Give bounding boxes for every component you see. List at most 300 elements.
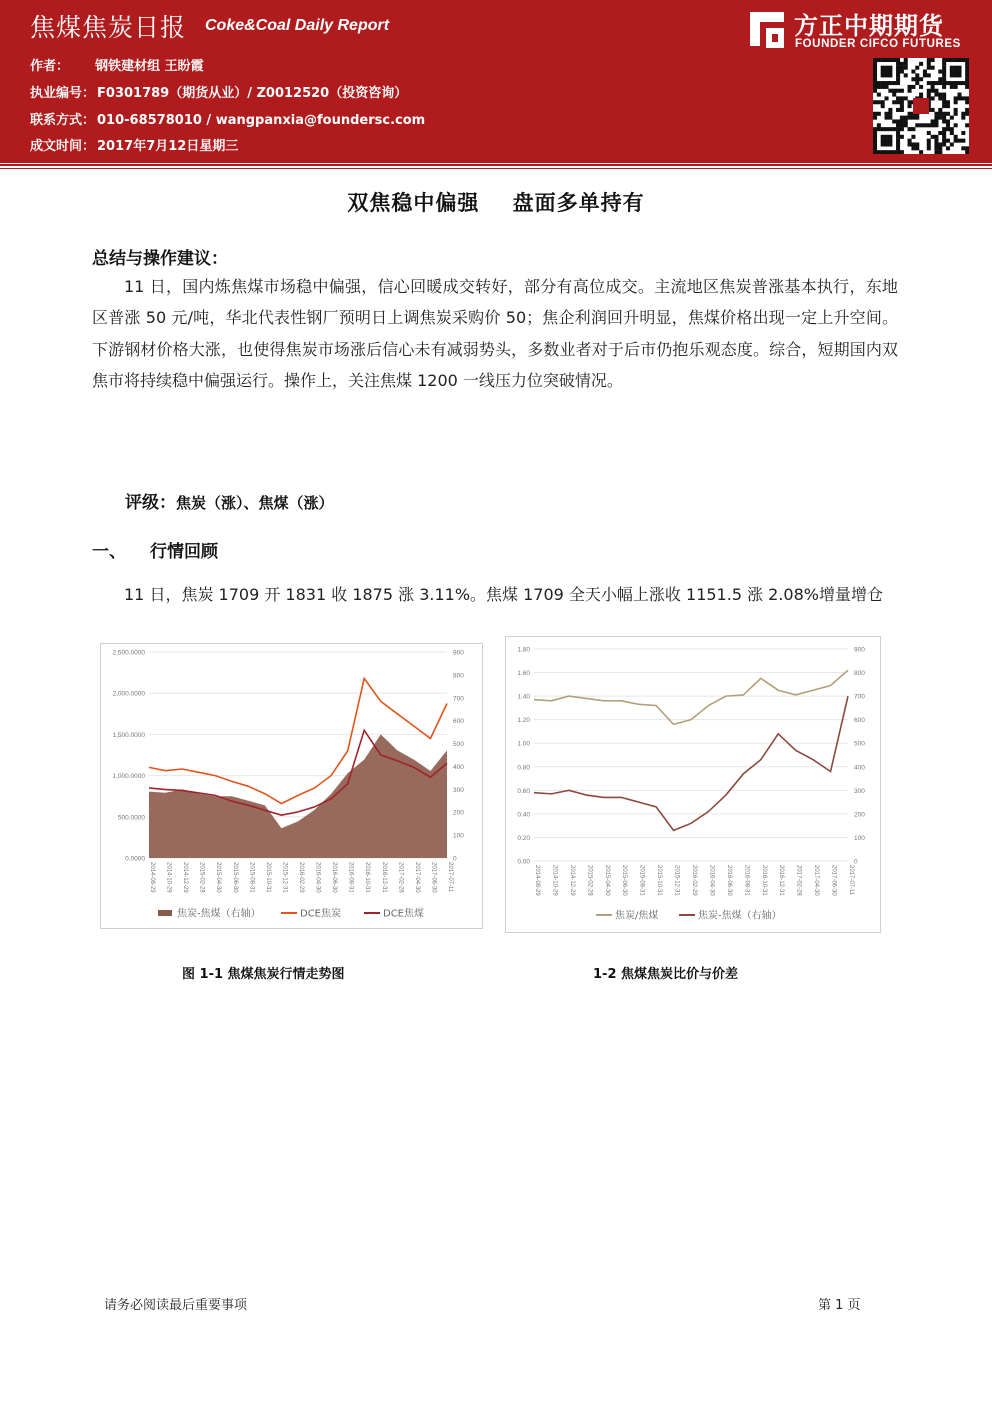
qr-module — [904, 96, 908, 100]
qr-module — [942, 127, 946, 131]
qr-module — [896, 142, 900, 146]
qr-module — [873, 127, 877, 131]
y-tick-label-left: 0.80 — [517, 764, 530, 772]
qr-module — [900, 96, 904, 100]
qr-module — [961, 58, 965, 62]
y-tick-label-left: 2,500.0000 — [112, 649, 145, 657]
qr-module — [877, 112, 881, 116]
qr-module — [938, 96, 942, 100]
qr-module — [908, 127, 912, 131]
qr-module — [900, 66, 904, 70]
qr-module — [900, 100, 904, 104]
y-tick-label-right: 900 — [854, 646, 865, 654]
date-value: 2017年7月12日星期三 — [97, 139, 239, 154]
qr-module — [873, 131, 877, 135]
rating-label: 评级： — [125, 493, 176, 513]
x-tick-label: 2017-06-30 — [430, 862, 437, 893]
y-tick-label-left: 0.60 — [517, 787, 530, 795]
qr-module — [904, 119, 908, 123]
qr-module — [942, 142, 946, 146]
qr-module — [888, 108, 892, 112]
qr-module — [927, 81, 931, 85]
x-tick-label: 2016-02-29 — [691, 865, 697, 896]
qr-module — [931, 135, 935, 139]
qr-module — [938, 146, 942, 150]
qr-module — [896, 135, 900, 139]
qr-module — [900, 70, 904, 74]
qr-code-icon — [873, 58, 969, 154]
legend-label: 焦炭/焦煤 — [615, 910, 659, 922]
y-tick-label-left: 0.20 — [517, 834, 530, 842]
qr-module — [892, 119, 896, 123]
qr-module — [896, 108, 900, 112]
x-tick-label: 2016-12-31 — [380, 862, 387, 893]
qr-module — [938, 142, 942, 146]
qr-module — [904, 58, 908, 62]
qr-module — [873, 139, 877, 143]
y-tick-label-left: 0.40 — [517, 811, 530, 819]
qr-module — [885, 127, 889, 131]
qr-module — [938, 112, 942, 116]
legend-swatch — [158, 910, 172, 916]
qr-module — [888, 89, 892, 93]
qr-module — [896, 96, 900, 100]
qr-module — [923, 70, 927, 74]
qr-module — [934, 139, 938, 143]
contact-label: 联系方式： — [30, 113, 96, 128]
qr-module — [965, 77, 969, 81]
qr-module — [915, 142, 919, 146]
y-tick-label-right: 800 — [854, 670, 865, 678]
qr-module — [911, 70, 915, 74]
qr-module — [881, 135, 885, 139]
qr-module — [961, 146, 965, 150]
qr-module — [877, 85, 881, 89]
qr-module — [934, 112, 938, 116]
qr-module — [938, 77, 942, 81]
x-tick-label: 2014-08-29 — [534, 865, 540, 896]
qr-module — [885, 150, 889, 154]
qr-module — [938, 93, 942, 97]
qr-module — [931, 96, 935, 100]
qr-module — [957, 139, 961, 143]
y-tick-label-right: 100 — [453, 832, 464, 840]
qr-module — [900, 123, 904, 127]
qr-module — [881, 142, 885, 146]
qr-module — [946, 146, 950, 150]
qr-module — [885, 135, 889, 139]
qr-module — [873, 146, 877, 150]
qr-module — [915, 116, 919, 120]
chart-1-plot — [101, 644, 482, 928]
footer-disclaimer: 请务必阅读最后重要事项 — [104, 1298, 248, 1313]
x-tick-label: 2015-08-31 — [638, 865, 645, 896]
y-tick-label-right: 700 — [453, 695, 464, 703]
license-value: F0301789（期货从业）/ Z0012520（投资咨询） — [97, 86, 408, 101]
qr-module — [942, 116, 946, 120]
qr-module — [961, 131, 965, 135]
qr-module — [931, 85, 935, 89]
qr-module — [888, 127, 892, 131]
x-tick-label: 2015-02-28 — [198, 862, 205, 893]
section-title: 行情回顾 — [150, 542, 218, 562]
qr-module — [965, 146, 969, 150]
x-tick-label: 2017-02-28 — [795, 865, 802, 896]
qr-module — [885, 142, 889, 146]
summary-heading: 总结与操作建议： — [92, 249, 228, 269]
qr-module — [938, 108, 942, 112]
qr-module — [896, 70, 900, 74]
qr-module — [946, 119, 950, 123]
qr-module — [942, 104, 946, 108]
qr-module — [950, 58, 954, 62]
qr-module — [954, 108, 958, 112]
series-line — [534, 696, 848, 830]
qr-module — [881, 104, 885, 108]
qr-module — [954, 139, 958, 143]
y-tick-label-right: 500 — [854, 740, 865, 748]
qr-module — [885, 85, 889, 89]
qr-module — [950, 127, 954, 131]
x-tick-label: 2016-04-30 — [708, 865, 715, 896]
qr-module — [904, 62, 908, 66]
qr-module — [942, 66, 946, 70]
qr-module — [965, 123, 969, 127]
qr-module — [934, 116, 938, 120]
figure-1-caption: 图 1-1 焦煤焦炭行情走势图 — [182, 967, 345, 982]
qr-module — [965, 96, 969, 100]
qr-module — [896, 150, 900, 154]
qr-center-logo — [913, 98, 929, 114]
qr-module — [934, 142, 938, 146]
qr-module — [908, 100, 912, 104]
qr-module — [915, 123, 919, 127]
qr-module — [938, 70, 942, 74]
qr-module — [896, 73, 900, 77]
qr-module — [950, 116, 954, 120]
qr-module — [881, 150, 885, 154]
qr-module — [911, 116, 915, 120]
qr-module — [877, 127, 881, 131]
qr-module — [908, 104, 912, 108]
qr-module — [946, 123, 950, 127]
legend-label: DCE焦煤 — [383, 908, 425, 920]
x-tick-label: 2016-08-31 — [743, 865, 750, 896]
qr-module — [946, 127, 950, 131]
x-tick-label: 2017-02-28 — [397, 862, 404, 893]
qr-module — [885, 96, 889, 100]
qr-module — [957, 81, 961, 85]
qr-module — [896, 66, 900, 70]
qr-module — [931, 108, 935, 112]
qr-module — [950, 85, 954, 89]
qr-module — [908, 139, 912, 143]
y-tick-label-right: 900 — [453, 649, 464, 657]
qr-module — [950, 81, 954, 85]
y-tick-label-left: 0.0000 — [125, 855, 145, 863]
qr-module — [873, 112, 877, 116]
qr-module — [957, 96, 961, 100]
qr-module — [950, 131, 954, 135]
x-tick-label: 2016-10-31 — [364, 862, 371, 893]
qr-module — [888, 112, 892, 116]
qr-module — [934, 123, 938, 127]
y-tick-label-right: 600 — [453, 718, 464, 726]
chart-1 — [100, 643, 483, 929]
date-line — [30, 135, 238, 154]
page-title: 双焦稳中偏强 盘面多单持有 — [347, 191, 645, 215]
qr-module — [900, 89, 904, 93]
qr-module — [892, 127, 896, 131]
qr-module — [888, 58, 892, 62]
y-tick-label-left: 1,000.0000 — [112, 773, 145, 781]
qr-module — [888, 70, 892, 74]
qr-module — [900, 150, 904, 154]
qr-module — [877, 123, 881, 127]
y-tick-label-right: 300 — [453, 786, 464, 794]
qr-module — [942, 73, 946, 77]
x-tick-label: 2015-10-31 — [264, 862, 271, 893]
y-tick-label-right: 600 — [854, 717, 865, 725]
qr-module — [915, 73, 919, 77]
qr-module — [946, 100, 950, 104]
qr-module — [954, 96, 958, 100]
qr-module — [877, 150, 881, 154]
qr-module — [946, 139, 950, 143]
qr-module — [961, 96, 965, 100]
qr-module — [885, 70, 889, 74]
y-tick-label-right: 0 — [453, 855, 457, 863]
qr-module — [942, 100, 946, 104]
qr-module — [892, 100, 896, 104]
qr-module — [896, 127, 900, 131]
x-tick-label: 2015-10-31 — [656, 865, 663, 896]
qr-module — [888, 150, 892, 154]
qr-module — [946, 104, 950, 108]
qr-module — [931, 119, 935, 123]
qr-module — [881, 127, 885, 131]
qr-module — [927, 89, 931, 93]
qr-module — [954, 70, 958, 74]
y-tick-label-right: 400 — [453, 763, 464, 771]
report-title-en: Coke&Coal Daily Report — [205, 17, 390, 34]
qr-module — [904, 73, 908, 77]
qr-module — [954, 81, 958, 85]
qr-module — [911, 142, 915, 146]
qr-module — [896, 100, 900, 104]
y-tick-label-right: 500 — [453, 741, 464, 749]
qr-module — [931, 123, 935, 127]
qr-module — [927, 142, 931, 146]
qr-module — [950, 142, 954, 146]
qr-module — [896, 146, 900, 150]
qr-module — [927, 139, 931, 143]
qr-module — [873, 62, 877, 66]
legend-label: DCE焦炭 — [300, 908, 342, 920]
qr-module — [961, 139, 965, 143]
y-tick-label-right: 400 — [854, 764, 865, 772]
qr-module — [965, 58, 969, 62]
x-tick-label: 2016-10-31 — [760, 865, 767, 896]
x-tick-label: 2015-04-30 — [603, 865, 610, 896]
qr-module — [908, 89, 912, 93]
y-tick-label-right: 100 — [854, 834, 865, 842]
qr-module — [942, 139, 946, 143]
x-tick-label: 2015-12-31 — [673, 865, 680, 896]
y-tick-label-left: 1,500.0000 — [112, 731, 145, 739]
qr-module — [911, 77, 915, 81]
qr-module — [965, 73, 969, 77]
qr-module — [942, 62, 946, 66]
qr-module — [957, 66, 961, 70]
qr-module — [938, 116, 942, 120]
qr-module — [919, 123, 923, 127]
qr-module — [961, 81, 965, 85]
qr-module — [892, 81, 896, 85]
qr-module — [885, 73, 889, 77]
qr-module — [896, 58, 900, 62]
qr-module — [881, 58, 885, 62]
qr-module — [934, 89, 938, 93]
qr-module — [965, 108, 969, 112]
qr-module — [908, 142, 912, 146]
qr-module — [954, 112, 958, 116]
qr-module — [896, 139, 900, 143]
y-tick-label-left: 0.00 — [517, 858, 530, 866]
qr-module — [965, 112, 969, 116]
qr-module — [957, 93, 961, 97]
qr-module — [942, 119, 946, 123]
qr-module — [885, 58, 889, 62]
qr-module — [934, 93, 938, 97]
x-tick-label: 2016-06-30 — [331, 862, 338, 893]
qr-module — [900, 119, 904, 123]
logo-text-en: FOUNDER CIFCO FUTURES — [795, 38, 961, 50]
y-tick-label-left: 1.20 — [517, 717, 530, 725]
qr-module — [896, 81, 900, 85]
y-tick-label-left: 1.40 — [517, 693, 530, 701]
qr-module — [873, 100, 877, 104]
x-tick-label: 2014-08-29 — [149, 862, 155, 893]
qr-module — [911, 135, 915, 139]
qr-module — [873, 135, 877, 139]
x-tick-label: 2015-06-30 — [231, 862, 238, 893]
qr-module — [888, 135, 892, 139]
qr-module — [934, 150, 938, 154]
qr-module — [954, 58, 958, 62]
qr-module — [888, 116, 892, 120]
qr-module — [931, 81, 935, 85]
qr-code — [873, 58, 969, 154]
qr-module — [873, 58, 877, 62]
qr-module — [877, 93, 881, 97]
author-label: 作者： — [30, 59, 70, 74]
qr-module — [919, 62, 923, 66]
qr-module — [881, 100, 885, 104]
qr-module — [900, 116, 904, 120]
qr-module — [900, 108, 904, 112]
qr-module — [888, 139, 892, 143]
qr-module — [873, 142, 877, 146]
qr-module — [908, 112, 912, 116]
qr-module — [892, 89, 896, 93]
qr-module — [957, 58, 961, 62]
x-tick-label: 2014-12-29 — [568, 865, 575, 896]
qr-module — [873, 81, 877, 85]
qr-module — [934, 119, 938, 123]
qr-module — [965, 85, 969, 89]
x-tick-label: 2017-04-30 — [413, 862, 420, 893]
qr-module — [931, 89, 935, 93]
rating-value: 焦炭（涨）、焦煤（涨） — [176, 494, 334, 512]
qr-module — [942, 81, 946, 85]
qr-module — [881, 70, 885, 74]
qr-module — [892, 93, 896, 97]
license-line — [30, 82, 407, 101]
qr-module — [873, 66, 877, 70]
qr-module — [927, 123, 931, 127]
section-number: 一、 — [92, 542, 126, 562]
qr-module — [954, 85, 958, 89]
qr-module — [942, 58, 946, 62]
qr-module — [915, 81, 919, 85]
x-tick-label: 2014-12-29 — [182, 862, 189, 893]
qr-module — [888, 73, 892, 77]
qr-module — [896, 131, 900, 135]
qr-module — [885, 112, 889, 116]
qr-module — [938, 131, 942, 135]
y-tick-label-right: 800 — [453, 672, 464, 680]
qr-module — [885, 116, 889, 120]
x-tick-label: 2015-08-31 — [248, 862, 255, 893]
qr-module — [915, 77, 919, 81]
qr-module — [885, 81, 889, 85]
author-line — [30, 55, 204, 74]
x-tick-label: 2015-06-30 — [621, 865, 628, 896]
qr-module — [896, 89, 900, 93]
report-title-cn: 焦煤焦炭日报 — [30, 13, 187, 42]
qr-module — [965, 81, 969, 85]
qr-module — [938, 150, 942, 154]
logo-mark-icon — [744, 8, 788, 52]
qr-module — [946, 81, 950, 85]
qr-module — [927, 131, 931, 135]
qr-module — [915, 66, 919, 70]
author-value: 钢铁建材组 王盼霞 — [95, 59, 204, 74]
section-paragraph: 11 日，焦炭 1709 开 1831 收 1875 涨 3.11%。焦煤 1709 全天小幅上涨收 1151.5 涨 2.08%增量增仓 — [124, 585, 883, 604]
x-tick-label: 2017-07-11 — [848, 865, 854, 896]
qr-module — [877, 58, 881, 62]
x-tick-label: 2016-08-31 — [347, 862, 354, 893]
qr-module — [873, 73, 877, 77]
qr-module — [954, 73, 958, 77]
qr-module — [957, 73, 961, 77]
qr-module — [908, 116, 912, 120]
y-tick-label-right: 200 — [453, 809, 464, 817]
y-tick-label-right: 0 — [854, 858, 858, 866]
qr-module — [942, 135, 946, 139]
qr-module — [942, 77, 946, 81]
qr-module — [896, 62, 900, 66]
qr-module — [950, 70, 954, 74]
qr-module — [892, 150, 896, 154]
qr-module — [942, 131, 946, 135]
qr-module — [873, 150, 877, 154]
qr-module — [911, 127, 915, 131]
date-label: 成文时间： — [30, 139, 96, 154]
qr-module — [896, 123, 900, 127]
section-heading — [92, 537, 218, 562]
